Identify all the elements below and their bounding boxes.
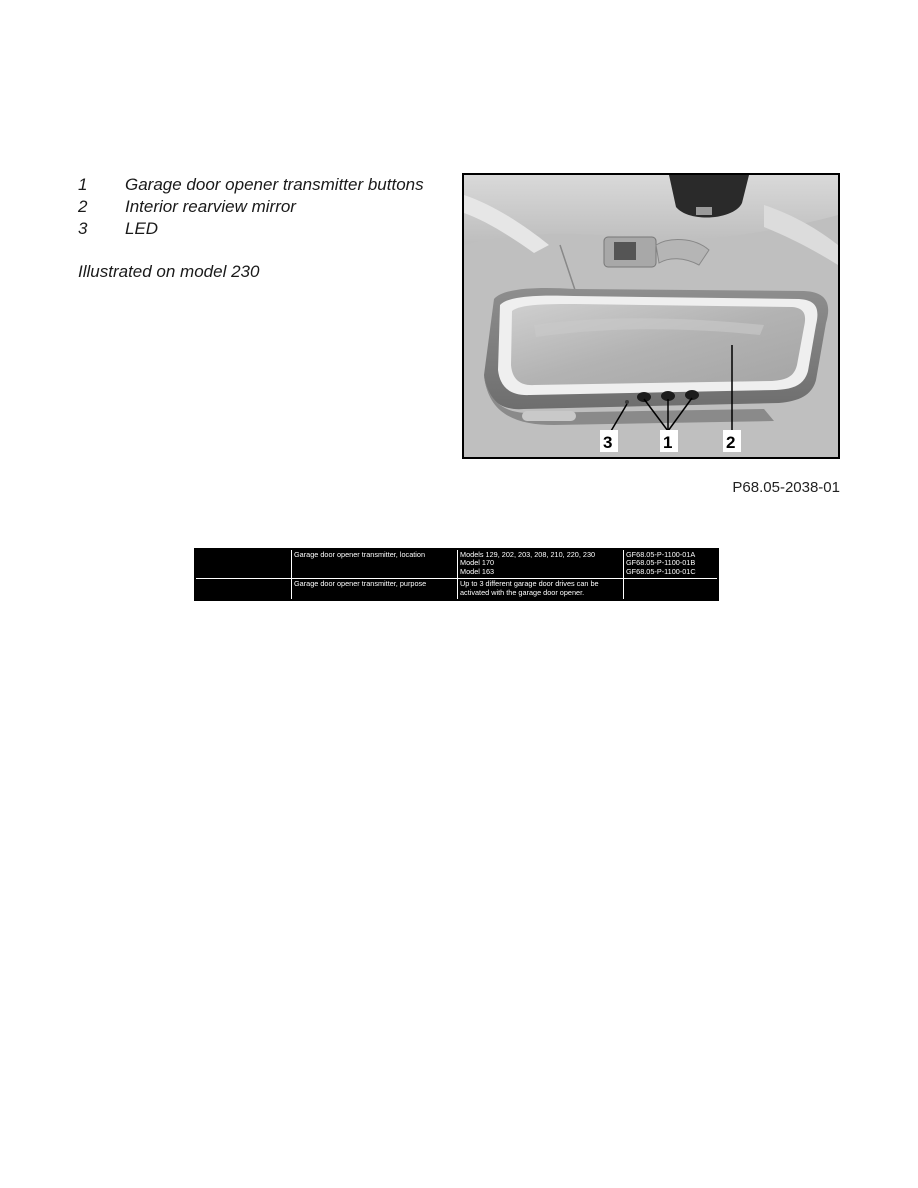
legend-number: 1 — [78, 175, 88, 194]
legend-number: 3 — [78, 219, 88, 238]
table-cell: GF68.05-P-1100-01A GF68.05-P-1100-01B GF68.05-P-1100-01C — [624, 550, 717, 579]
info-table — [194, 548, 719, 601]
mirror-illustration — [462, 173, 840, 459]
table-cell: Models 129, 202, 203, 208, 210, 220, 230 Model 170 Model 163 — [458, 550, 624, 579]
legend-label: LED — [125, 219, 159, 238]
legend-label: Garage door opener transmitter buttons — [125, 175, 424, 194]
illustration-note: Illustrated on model 230 — [78, 262, 260, 281]
mirror-underlight — [522, 411, 576, 421]
table-cell: Garage door opener transmitter, purpose — [292, 579, 458, 599]
legend — [78, 174, 458, 283]
table-row — [196, 579, 717, 599]
legend-item — [78, 196, 458, 218]
transmitter-button-1 — [637, 392, 651, 402]
table-cell — [624, 579, 717, 599]
mirror-glass — [511, 304, 805, 385]
table-row — [196, 550, 717, 579]
led-indicator — [625, 400, 629, 404]
table-cell: Garage door opener transmitter, location — [292, 550, 458, 579]
table-cell — [196, 550, 292, 579]
table-cell: Up to 3 different garage door drives can be activated with the garage door opener. — [458, 579, 624, 599]
callout-1: 1 — [663, 433, 673, 452]
callout-2: 2 — [726, 433, 736, 452]
figure-id: P68.05-2038-01 — [732, 479, 840, 496]
callout-3: 3 — [603, 433, 613, 452]
legend-item — [78, 218, 458, 240]
console-switch — [696, 207, 712, 215]
table-cell — [196, 579, 292, 599]
legend-item — [78, 174, 458, 196]
legend-number: 2 — [78, 197, 88, 216]
mount-sensor — [614, 242, 636, 260]
legend-label: Interior rearview mirror — [125, 197, 296, 216]
mirror-drawing — [464, 175, 838, 457]
